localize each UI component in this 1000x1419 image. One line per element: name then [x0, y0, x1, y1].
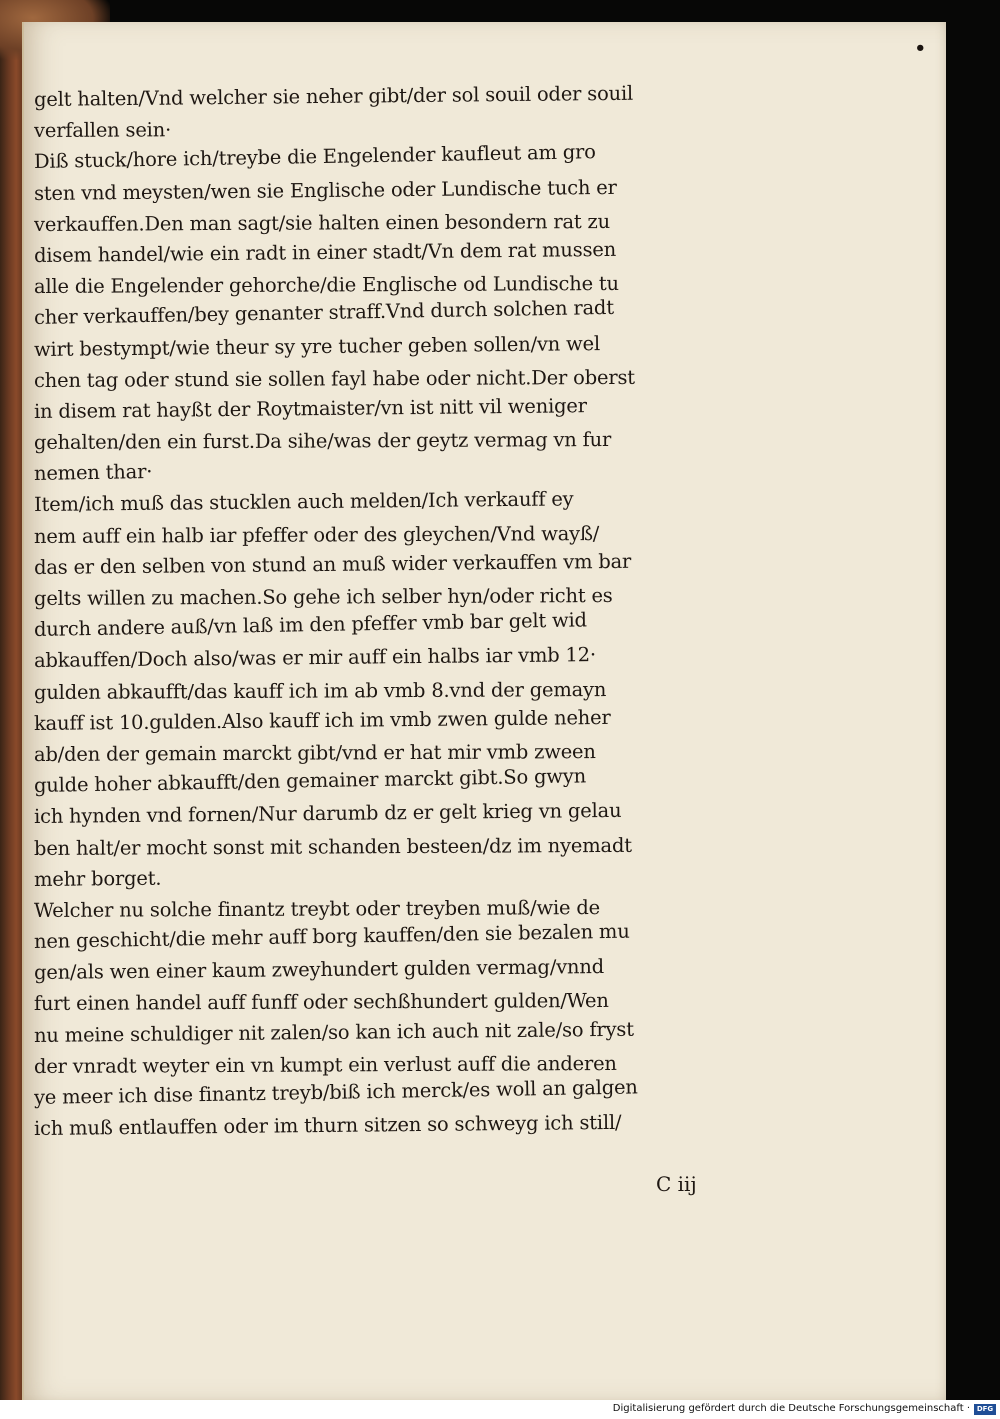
text-line: ye meer ich dise finantz treyb/biß ich merck/es woll an galgen — [33, 1075, 638, 1109]
text-line: Item/ich muß das stucklen auch melden/Ich verkauff ey — [33, 487, 574, 517]
footer-bar — [0, 1400, 1000, 1419]
text-line: alle die Engelender gehorche/die Englische od Lundische tu — [33, 272, 619, 299]
page-text — [33, 81, 774, 1144]
text-line: gen/als wen einer kaum zweyhundert gulden vermag/vnnd — [33, 955, 605, 985]
text-line: verfallen sein· — [33, 118, 172, 143]
text-line: kauff ist 10.gulden.Also kauff ich im vmb zwen gulde neher — [33, 705, 611, 735]
text-line: nu meine schuldiger nit zalen/so kan ich auch nit zale/so fryst — [33, 1017, 634, 1047]
text-line: furt einen handel auff funff oder sechßhundert gulden/Wen — [33, 989, 609, 1016]
footer-credit: Digitalisierung gefördert durch die Deutsche Forschungsgemeinschaft · — [612, 1403, 970, 1414]
text-line: ich hynden vnd fornen/Nur darumb dz er gelt krieg vn gelau — [33, 799, 622, 829]
text-line: gelts willen zu machen.So gehe ich selber hyn/oder richt es — [33, 583, 613, 610]
text-line: gulden abkaufft/das kauff ich im ab vmb 8.vnd der gemayn — [33, 677, 607, 704]
text-line: mehr borget. — [33, 866, 162, 891]
text-line: ab/den der gemain marckt gibt/vnd er hat mir vmb zween — [33, 739, 596, 766]
text-line: nem auff ein halb iar pfeffer oder des gleychen/Vnd wayß/ — [33, 521, 600, 548]
text-line: ich muß entlauffen oder im thurn sitzen so schweyg ich still/ — [33, 1111, 622, 1141]
text-line: ben halt/er mocht sonst mit schanden besteen/dz im nyemadt — [33, 833, 632, 860]
signature-mark: C iij — [656, 1172, 697, 1196]
text-line: gehalten/den ein furst.Da sihe/was der geytz vermag vn fur — [33, 428, 612, 455]
book-page — [22, 22, 946, 1400]
text-line: cher verkauffen/bey genanter straff.Vnd durch solchen radt — [33, 296, 615, 330]
text-line: sten vnd meysten/wen sie Englische oder Lundische tuch er — [33, 175, 617, 205]
text-line: disem handel/wie ein radt in einer stadt/Vn dem rat mussen — [33, 237, 617, 267]
text-line: chen tag oder stund sie sollen fayl habe oder nicht.Der oberst — [33, 365, 635, 392]
text-line: nen geschicht/die mehr auff borg kauffen/den sie bezalen mu — [33, 919, 630, 954]
text-line: der vnradt weyter ein vn kumpt ein verlust auff die anderen — [33, 1051, 617, 1078]
text-line: nemen thar· — [33, 460, 153, 486]
text-line: in disem rat hayßt der Roytmaister/vn ist nitt vil weniger — [33, 394, 587, 423]
text-line: gelt halten/Vnd welcher sie neher gibt/der sol souil oder souil — [33, 81, 634, 111]
text-line: Welcher nu solche finantz treybt oder treyben muß/wie de — [33, 895, 600, 922]
text-line: gulde hoher abkaufft/den gemainer marckt gibt.So gwyn — [33, 764, 587, 798]
text-line: wirt bestympt/wie theur sy yre tucher geben sollen/vn wel — [33, 331, 601, 361]
text-line: durch andere auß/vn laß im den pfeffer vmb bar gelt wid — [33, 608, 588, 642]
text-line: verkauffen.Den man sagt/sie halten einen besondern rat zu — [33, 209, 611, 236]
text-line: abkauffen/Doch also/was er mir auff ein halbs iar vmb 12· — [33, 643, 597, 673]
text-line: das er den selben von stund an muß wider verkauffen vm bar — [33, 549, 632, 579]
text-line: Diß stuck/hore ich/treybe die Engelender kaufleut am gro — [33, 140, 596, 174]
page-mark: • — [914, 38, 926, 59]
dfg-logo-icon: DFG — [974, 1404, 996, 1415]
